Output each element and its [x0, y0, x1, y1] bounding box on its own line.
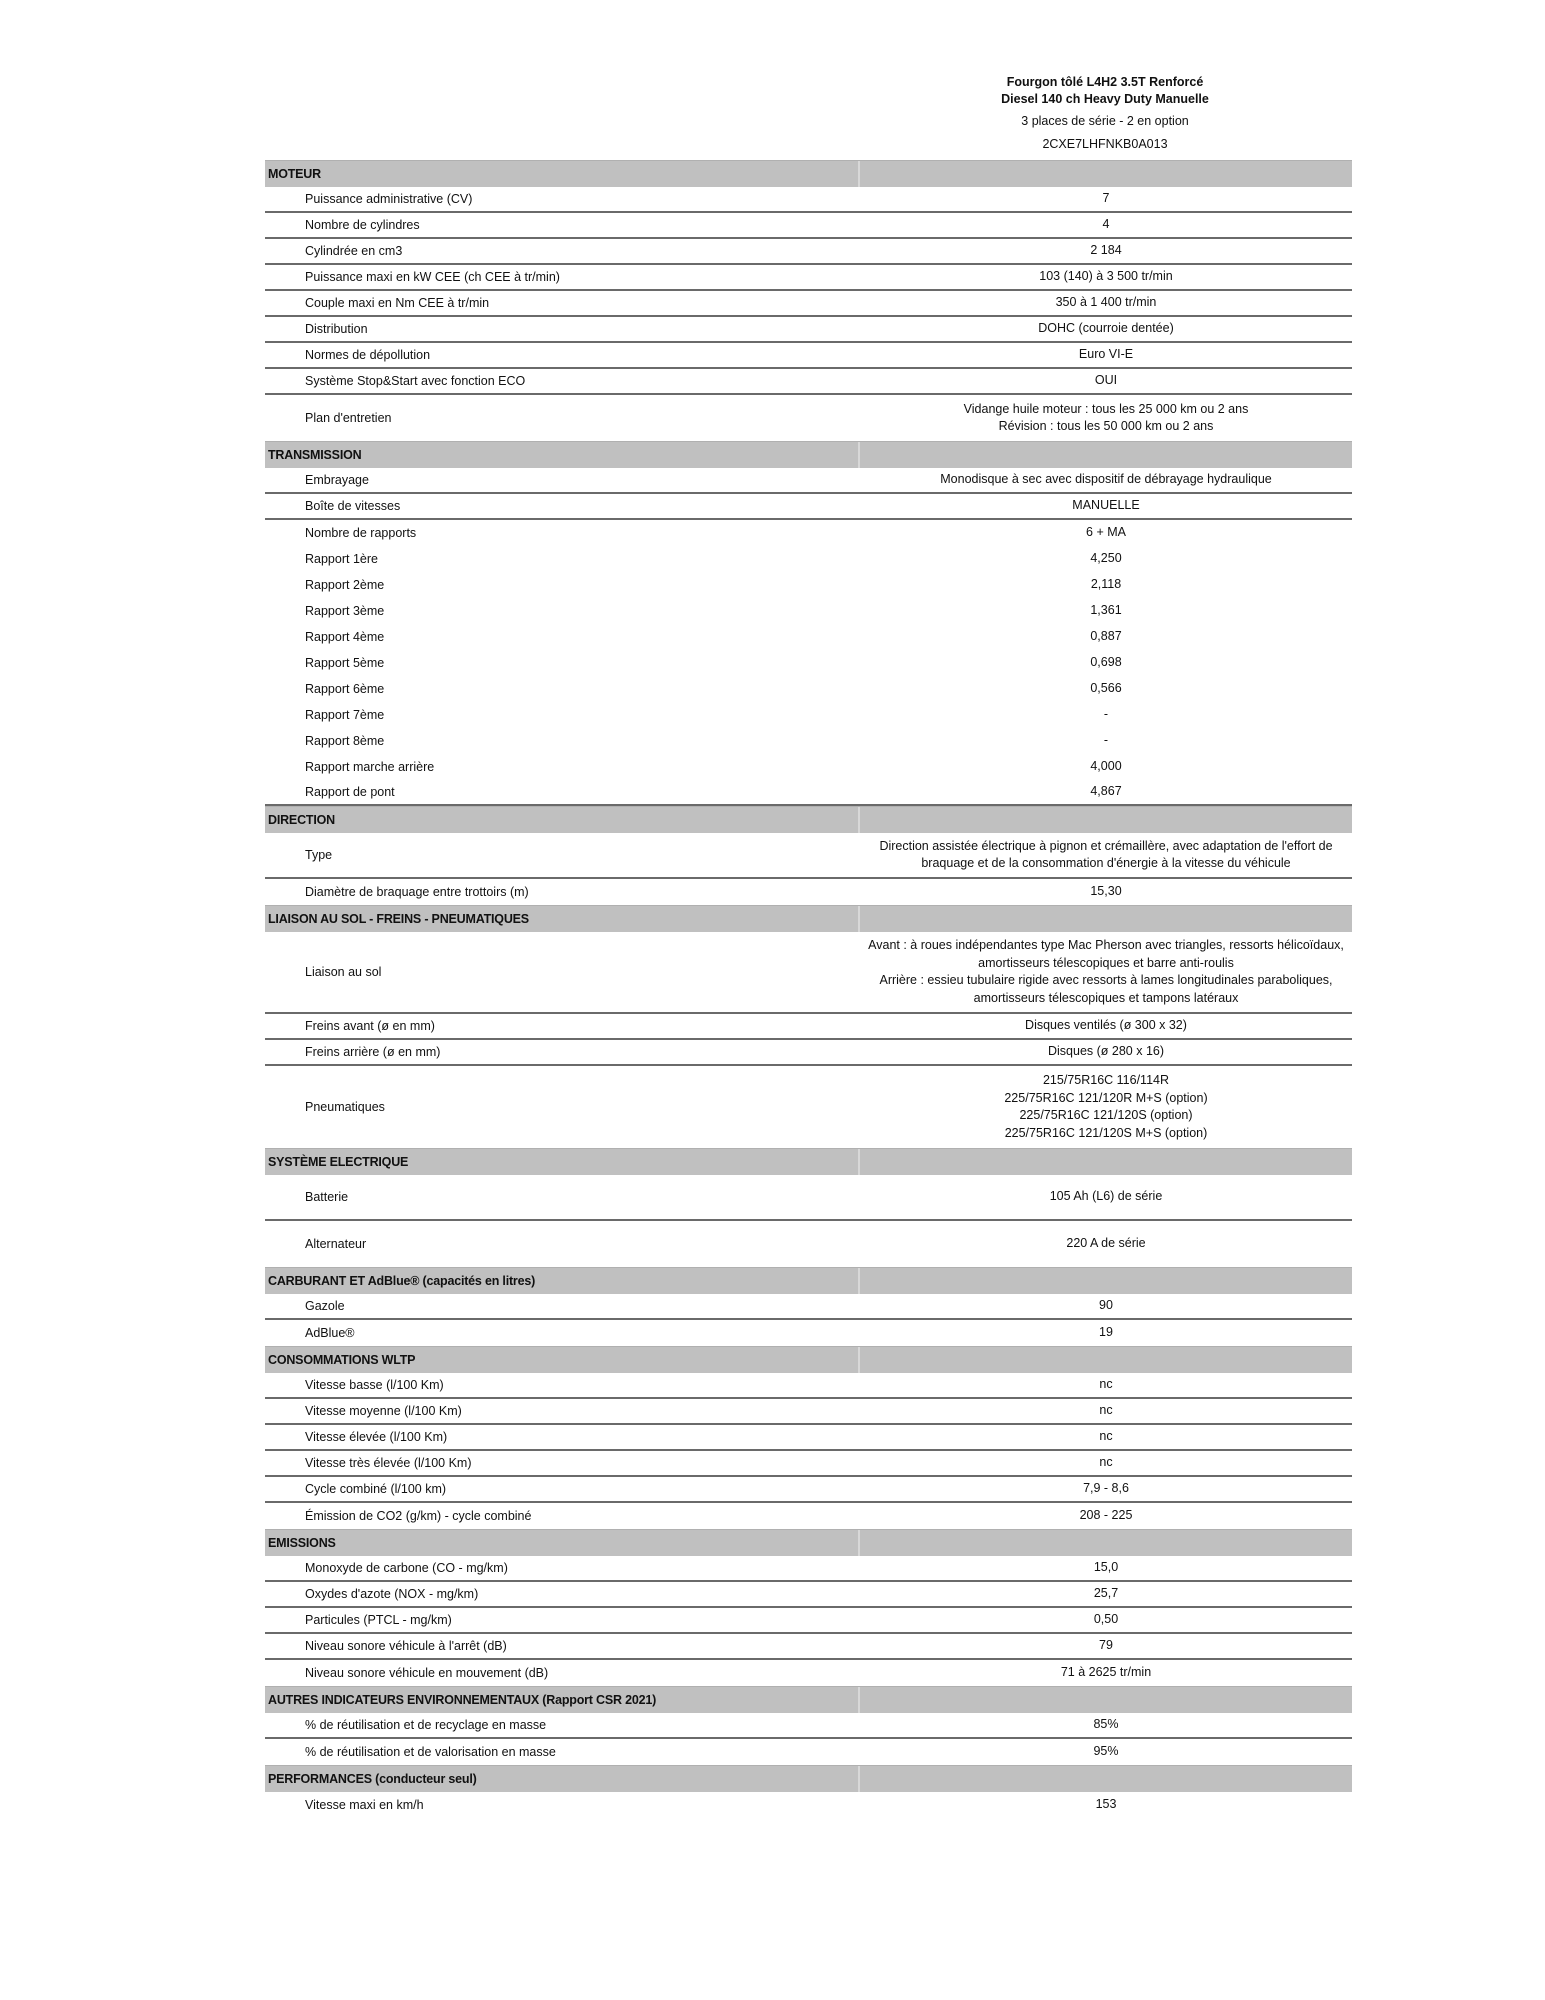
section-header — [265, 441, 1352, 468]
spec-row — [265, 1320, 1352, 1346]
section-title: SYSTÈME ELECTRIQUE — [268, 1155, 409, 1169]
section-title: CONSOMMATIONS WLTP — [268, 1353, 416, 1367]
section-header-value-cell — [860, 1347, 1352, 1373]
spec-label: Niveau sonore véhicule en mouvement (dB) — [305, 1666, 549, 1680]
spec-value-line: 4,000 — [1090, 759, 1122, 774]
spec-value — [860, 294, 1352, 312]
spec-row — [265, 395, 1352, 441]
spec-row — [265, 1221, 1352, 1267]
spec-row — [265, 1713, 1352, 1739]
spec-value-line: 7 — [1102, 191, 1110, 206]
spec-label: Freins avant (ø en mm) — [305, 1019, 435, 1033]
spec-value — [860, 268, 1352, 286]
spec-label: Plan d'entretien — [305, 411, 392, 425]
spec-value — [860, 783, 1352, 801]
spec-value-line: 220 A de série — [1066, 1236, 1146, 1251]
section-title: MOTEUR — [268, 167, 321, 181]
spec-label: Monoxyde de carbone (CO - mg/km) — [305, 1561, 508, 1575]
spec-value — [860, 524, 1352, 542]
spec-value — [860, 1043, 1352, 1061]
spec-table — [265, 160, 1352, 1818]
spec-row — [265, 572, 1352, 598]
spec-value-line: 2,118 — [1090, 577, 1122, 592]
spec-value-line: Avant : à roues indépendantes type Mac Pherson avec triangles, ressorts hélicoïdaux, — [868, 938, 1344, 952]
spec-label: Boîte de vitesses — [305, 499, 401, 513]
spec-label: Rapport 3ème — [305, 604, 385, 618]
version-code: 2CXE7LHFNKB0A013 — [1042, 137, 1168, 151]
spec-value — [860, 1480, 1352, 1498]
section-header — [265, 905, 1352, 932]
spec-label: Vitesse maxi en km/h — [305, 1798, 424, 1812]
spec-label: Vitesse moyenne (l/100 Km) — [305, 1404, 462, 1418]
spec-row — [265, 265, 1352, 291]
spec-row — [265, 1634, 1352, 1660]
spec-row — [265, 1739, 1352, 1765]
spec-row — [265, 187, 1352, 213]
spec-row — [265, 1175, 1352, 1221]
spec-value — [860, 654, 1352, 672]
spec-value — [860, 1188, 1352, 1206]
spec-value — [860, 680, 1352, 698]
spec-value-line: 225/75R16C 121/120S M+S (option) — [1004, 1125, 1208, 1140]
spec-value-line: 71 à 2625 tr/min — [1060, 1665, 1152, 1680]
spec-value — [860, 1716, 1352, 1734]
spec-label: Alternateur — [305, 1237, 367, 1251]
spec-value — [860, 320, 1352, 338]
spec-row — [265, 932, 1352, 1014]
spec-value — [860, 346, 1352, 364]
spec-label: Cycle combiné (l/100 km) — [305, 1482, 447, 1496]
spec-label: Rapport 8ème — [305, 734, 385, 748]
section-header — [265, 1346, 1352, 1373]
section-title: EMISSIONS — [268, 1536, 336, 1550]
section-header — [265, 1148, 1352, 1175]
spec-row — [265, 343, 1352, 369]
spec-value — [860, 1017, 1352, 1035]
section-title: TRANSMISSION — [268, 448, 362, 462]
vehicle-header — [858, 74, 1352, 153]
section-title: DIRECTION — [268, 813, 335, 827]
spec-label: Vitesse très élevée (l/100 Km) — [305, 1456, 472, 1470]
spec-row — [265, 317, 1352, 343]
spec-row — [265, 780, 1352, 806]
spec-label: Rapport de pont — [305, 785, 395, 799]
spec-value — [860, 1559, 1352, 1577]
spec-row — [265, 754, 1352, 780]
spec-value — [860, 706, 1352, 724]
spec-value — [860, 937, 1352, 1007]
vehicle-title-line-2: Diesel 140 ch Heavy Duty Manuelle — [1001, 92, 1209, 106]
spec-value-line: - — [1103, 707, 1109, 722]
section-header-value-cell — [860, 807, 1352, 833]
spec-row — [265, 1608, 1352, 1634]
spec-value-line: 0,566 — [1090, 681, 1122, 696]
spec-label: Type — [305, 848, 333, 862]
spec-label: AdBlue® — [305, 1326, 355, 1340]
spec-row — [265, 1451, 1352, 1477]
spec-value-line: nc — [1099, 1455, 1113, 1470]
spec-row — [265, 598, 1352, 624]
spec-label: Freins arrière (ø en mm) — [305, 1045, 441, 1059]
spec-value-line: 95% — [1093, 1744, 1119, 1759]
spec-value-line: 15,0 — [1093, 1560, 1119, 1575]
spec-value — [860, 401, 1352, 436]
spec-label: % de réutilisation et de valorisation en masse — [305, 1745, 556, 1759]
spec-value-line: 7,9 - 8,6 — [1083, 1481, 1129, 1496]
spec-label: Diamètre de braquage entre trottoirs (m) — [305, 885, 529, 899]
spec-label: Rapport marche arrière — [305, 760, 435, 774]
spec-label: Rapport 4ème — [305, 630, 385, 644]
spec-row — [265, 1014, 1352, 1040]
spec-value — [860, 1428, 1352, 1446]
spec-value-line: 225/75R16C 121/120S (option) — [1019, 1108, 1193, 1122]
spec-label: Cylindrée en cm3 — [305, 244, 403, 258]
section-title: CARBURANT ET AdBlue® (capacités en litres) — [268, 1274, 536, 1288]
spec-row — [265, 650, 1352, 676]
spec-value-line: nc — [1099, 1377, 1113, 1392]
spec-row — [265, 879, 1352, 905]
spec-value — [860, 372, 1352, 390]
spec-value — [860, 242, 1352, 260]
spec-row — [265, 213, 1352, 239]
spec-row — [265, 1373, 1352, 1399]
spec-value-line: 79 — [1099, 1638, 1113, 1653]
spec-row — [265, 1425, 1352, 1451]
section-header-value-cell — [860, 161, 1352, 187]
spec-value-line: 225/75R16C 121/120R M+S (option) — [1004, 1090, 1208, 1105]
spec-value-line: 103 (140) à 3 500 tr/min — [1039, 269, 1173, 284]
spec-value — [860, 1743, 1352, 1761]
section-header-value-cell — [860, 1766, 1352, 1792]
spec-value — [860, 602, 1352, 620]
vehicle-title-line-1: Fourgon tôlé L4H2 3.5T Renforcé — [1006, 75, 1204, 89]
spec-row — [265, 1503, 1352, 1529]
spec-row — [265, 546, 1352, 572]
spec-value — [860, 1796, 1352, 1814]
spec-label: % de réutilisation et de recyclage en masse — [305, 1718, 547, 1732]
spec-value — [860, 216, 1352, 234]
spec-value — [860, 1297, 1352, 1315]
spec-row — [265, 1660, 1352, 1686]
spec-label: Liaison au sol — [305, 965, 382, 979]
spec-label: Batterie — [305, 1190, 349, 1204]
spec-row — [265, 1040, 1352, 1066]
spec-label: Oxydes d'azote (NOX - mg/km) — [305, 1587, 479, 1601]
spec-value — [860, 1402, 1352, 1420]
section-title: LIAISON AU SOL - FREINS - PNEUMATIQUES — [268, 912, 529, 926]
spec-row — [265, 728, 1352, 754]
spec-value-line: DOHC (courroie dentée) — [1038, 321, 1174, 336]
spec-row — [265, 494, 1352, 520]
spec-row — [265, 1477, 1352, 1503]
spec-label: Émission de CO2 (g/km) - cycle combiné — [305, 1509, 532, 1523]
spec-row — [265, 291, 1352, 317]
spec-label: Vitesse basse (l/100 Km) — [305, 1378, 444, 1392]
spec-value — [860, 497, 1352, 515]
spec-label: Normes de dépollution — [305, 348, 431, 362]
spec-row — [265, 1582, 1352, 1608]
spec-row — [265, 468, 1352, 494]
spec-value — [860, 550, 1352, 568]
spec-value — [860, 576, 1352, 594]
spec-row — [265, 833, 1352, 879]
spec-label: Particules (PTCL - mg/km) — [305, 1613, 452, 1627]
spec-value-line: 350 à 1 400 tr/min — [1055, 295, 1157, 310]
spec-value-line: 15,30 — [1090, 884, 1122, 899]
spec-value-line: 4 — [1102, 217, 1110, 232]
section-header — [265, 1529, 1352, 1556]
spec-value-line: nc — [1099, 1429, 1113, 1444]
section-header-value-cell — [860, 442, 1352, 468]
spec-value-line: Arrière : essieu tubulaire rigide avec ressorts à lames longitudinales paraboliques, — [879, 973, 1333, 987]
section-header — [265, 160, 1352, 187]
spec-label: Rapport 5ème — [305, 656, 385, 670]
spec-value — [860, 1324, 1352, 1342]
spec-value — [860, 838, 1352, 873]
spec-value-line: Direction assistée électrique à pignon et crémaillère, avec adaptation de l'effort de — [879, 838, 1333, 853]
spec-value — [860, 1585, 1352, 1603]
section-header — [265, 1267, 1352, 1294]
spec-value-line: Disques (ø 280 x 16) — [1047, 1044, 1165, 1059]
spec-value-line: Vidange huile moteur : tous les 25 000 km ou 2 ans — [963, 401, 1249, 416]
spec-label: Vitesse élevée (l/100 Km) — [305, 1430, 448, 1444]
spec-value-line: amortisseurs télescopiques et barre anti-roulis — [978, 955, 1234, 970]
spec-value-line: MANUELLE — [1072, 498, 1140, 513]
section-header — [265, 806, 1352, 833]
spec-row — [265, 1792, 1352, 1818]
spec-value-line: 4,250 — [1090, 551, 1122, 566]
spec-label: Couple maxi en Nm CEE à tr/min — [305, 296, 490, 310]
spec-value-line: 2 184 — [1090, 243, 1122, 258]
spec-value — [860, 1637, 1352, 1655]
spec-value — [860, 1507, 1352, 1525]
spec-value — [860, 628, 1352, 646]
spec-label: Rapport 6ème — [305, 682, 385, 696]
spec-value — [860, 883, 1352, 901]
spec-row — [265, 1294, 1352, 1320]
spec-label: Rapport 2ème — [305, 578, 385, 592]
spec-value-line: OUI — [1094, 373, 1118, 388]
spec-row — [265, 1399, 1352, 1425]
spec-row — [265, 624, 1352, 650]
spec-value-line: 0,50 — [1093, 1612, 1119, 1627]
spec-value — [860, 471, 1352, 489]
spec-value-line: 1,361 — [1090, 603, 1122, 618]
section-header-value-cell — [860, 1687, 1352, 1713]
spec-value-line: amortisseurs télescopiques et tampons latéraux — [973, 990, 1239, 1005]
seats-info: 3 places de série - 2 en option — [1021, 114, 1189, 128]
spec-value — [860, 1611, 1352, 1629]
section-header-value-cell — [860, 906, 1352, 932]
spec-row — [265, 239, 1352, 265]
spec-label: Puissance maxi en kW CEE (ch CEE à tr/min) — [305, 270, 560, 284]
spec-label: Système Stop&Start avec fonction ECO — [305, 374, 526, 388]
spec-value — [860, 1072, 1352, 1142]
spec-row — [265, 1556, 1352, 1582]
spec-value-line: Euro VI-E — [1078, 347, 1134, 362]
spec-label: Rapport 1ère — [305, 552, 378, 566]
spec-value-line: braquage et de la consommation d'énergie à la vitesse du véhicule — [921, 856, 1291, 870]
spec-row — [265, 702, 1352, 728]
spec-value — [860, 1454, 1352, 1472]
spec-value — [860, 1376, 1352, 1394]
spec-label: Puissance administrative (CV) — [305, 192, 473, 206]
spec-value-line: Révision : tous les 50 000 km ou 2 ans — [998, 419, 1214, 433]
spec-row — [265, 369, 1352, 395]
section-title: PERFORMANCES (conducteur seul) — [268, 1772, 477, 1786]
section-header — [265, 1765, 1352, 1792]
spec-value-line: 215/75R16C 116/114R — [1042, 1073, 1170, 1087]
spec-value-line: 85% — [1093, 1717, 1119, 1732]
spec-label: Pneumatiques — [305, 1100, 385, 1114]
spec-value-line: Disques ventilés (ø 300 x 32) — [1025, 1018, 1187, 1033]
spec-value-line: Monodisque à sec avec dispositif de débrayage hydraulique — [940, 472, 1272, 487]
spec-value-line: nc — [1099, 1403, 1113, 1418]
spec-value-line: 208 - 225 — [1079, 1508, 1133, 1523]
spec-label: Distribution — [305, 322, 368, 336]
spec-row — [265, 676, 1352, 702]
spec-label: Nombre de rapports — [305, 526, 417, 540]
spec-label: Rapport 7ème — [305, 708, 385, 722]
section-title: AUTRES INDICATEURS ENVIRONNEMENTAUX (Rapport CSR 2021) — [268, 1693, 657, 1707]
spec-value-line: 0,698 — [1090, 655, 1122, 670]
spec-value-line: 19 — [1099, 1325, 1113, 1340]
spec-value — [860, 1235, 1352, 1253]
section-header — [265, 1686, 1352, 1713]
spec-value-line: 0,887 — [1090, 629, 1122, 644]
spec-row — [265, 1066, 1352, 1148]
spec-value-line: 90 — [1099, 1298, 1113, 1313]
section-header-value-cell — [860, 1530, 1352, 1556]
section-header-value-cell — [860, 1268, 1352, 1294]
spec-value-line: 4,867 — [1090, 784, 1122, 799]
spec-value — [860, 732, 1352, 750]
spec-label: Embrayage — [305, 473, 369, 487]
spec-value — [860, 190, 1352, 208]
spec-value-line: 153 — [1095, 1797, 1117, 1812]
spec-value-line: - — [1103, 733, 1109, 748]
section-header-value-cell — [860, 1149, 1352, 1175]
spec-row — [265, 520, 1352, 546]
spec-label: Nombre de cylindres — [305, 218, 420, 232]
spec-label: Gazole — [305, 1299, 345, 1313]
spec-value-line: 105 Ah (L6) de série — [1049, 1189, 1163, 1204]
spec-value-line: 25,7 — [1093, 1586, 1119, 1601]
spec-value-line: 6 + MA — [1086, 525, 1126, 540]
spec-label: Niveau sonore véhicule à l'arrêt (dB) — [305, 1639, 507, 1653]
spec-value — [860, 1664, 1352, 1682]
spec-value — [860, 758, 1352, 776]
